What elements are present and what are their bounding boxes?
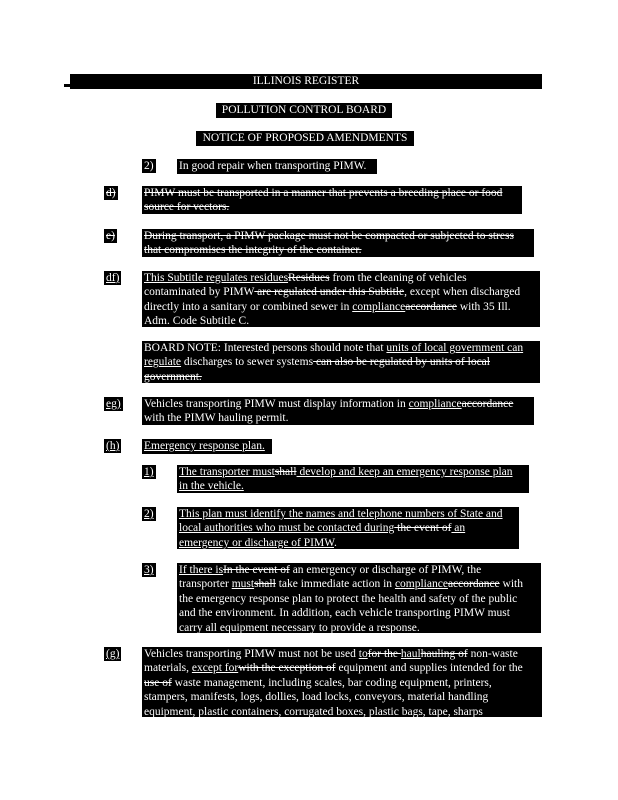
item-h2-l2a: local authorities who must be contacted during <box>179 522 395 535</box>
item-eg-l1c: accordance <box>461 398 514 410</box>
item-eg-line2: with the PIMW hauling permit. <box>144 412 289 425</box>
item-h2-label <box>142 507 156 521</box>
header-register-text: ILLINOIS REGISTER <box>252 75 360 87</box>
item-h3-l2d: take immediate action in <box>275 578 395 591</box>
item-df-label-text: df) <box>106 272 120 284</box>
item-g-paragraph <box>142 647 542 717</box>
item-2-content: In good repair when transporting PIMW. <box>179 160 367 172</box>
item-h1-l1a: The transporter <box>179 466 253 478</box>
item-g-l1c: for the <box>367 648 401 660</box>
item-eg-l1b: compliance <box>408 398 462 410</box>
item-d-label-text: d) <box>106 187 116 199</box>
board-note-line2 <box>144 355 538 369</box>
header-register <box>70 74 542 89</box>
item-g-line2 <box>144 661 540 675</box>
item-h3-label <box>142 563 156 577</box>
board-note-paragraph <box>142 341 540 383</box>
item-df-l2a: contaminated by PIMW <box>144 286 255 299</box>
item-g-l1f: non-waste <box>467 648 518 660</box>
item-h2-line2 <box>179 521 517 535</box>
item-g-line1 <box>144 647 540 661</box>
item-g-l2d: equipment and supplies intended for the <box>335 662 523 675</box>
item-h-text <box>142 439 272 454</box>
item-g-l1e: hauling of <box>420 648 468 660</box>
item-h2-l3b: of PIMW <box>291 536 335 549</box>
board-note-line3: government. <box>144 370 202 383</box>
item-eg-label <box>104 397 123 411</box>
item-df-line2 <box>144 285 538 299</box>
board-note-l2c: can also be regulated by units of local <box>313 356 490 369</box>
item-g-label-text: (g) <box>106 648 120 660</box>
item-df-l2c: , except when discharged <box>404 286 521 299</box>
item-df-l1c: from the cleaning of vehicles <box>329 272 467 284</box>
item-2-text <box>177 159 377 174</box>
item-df-l3a: directly into a sanitary or combined sewer in <box>144 300 353 313</box>
item-h3-l2e: compliance <box>394 578 448 591</box>
item-h1-l1b: must <box>252 466 275 478</box>
item-e-line2: that compromises the integrity of the container. <box>144 244 362 257</box>
item-g-l2c: with the exception of <box>238 662 336 675</box>
item-h3-line1 <box>179 563 539 577</box>
item-h1-line2: in the vehicle. <box>179 480 244 493</box>
item-g-label <box>104 647 121 661</box>
board-note-line1 <box>144 341 538 355</box>
item-g-l1a: Vehicles transporting PIMW must not be used <box>144 648 359 660</box>
item-h2-l3c: . <box>334 536 337 549</box>
item-df-l1a: This Subtitle regulates residues <box>144 272 289 284</box>
board-note-l1b: units of local government can <box>386 342 524 354</box>
item-e-label <box>104 229 117 243</box>
item-g-line3 <box>144 676 540 690</box>
item-h1-label-text: 1) <box>144 466 154 478</box>
item-d-label <box>104 186 118 200</box>
header-board <box>216 103 392 118</box>
item-df-l3d: with 35 Ill. <box>456 300 511 313</box>
item-eg-l1a: Vehicles transporting PIMW must display information in <box>144 398 409 410</box>
item-h2-line1: This plan must identify the names and telephone numbers of State and <box>179 508 503 520</box>
item-h3-l2g: with <box>499 578 523 591</box>
item-df-l3c: accordance <box>405 300 457 313</box>
item-eg-line1 <box>144 397 532 411</box>
item-df-line3 <box>144 300 538 314</box>
item-g-l2a: materials, <box>144 662 192 675</box>
item-h1-paragraph <box>177 465 529 493</box>
item-h2-label-text: 2) <box>144 508 154 520</box>
item-h-label <box>104 439 121 453</box>
item-eg-label-text: eg) <box>106 398 121 410</box>
item-h3-label-text: 3) <box>144 564 154 576</box>
item-h3-line3: the emergency response plan to protect the health and safety of the public <box>179 592 518 605</box>
item-2-label: 2) <box>144 160 154 172</box>
item-h3-l2b: must <box>231 578 255 591</box>
item-h2-l2c: an <box>451 522 466 535</box>
item-g-line5: equipment, plastic containers, corrugated boxes, plastic bags, tape, sharps <box>144 705 483 718</box>
item-h3-l1a: If there is <box>179 564 224 576</box>
item-df-line4: Adm. Code Subtitle C. <box>144 315 250 328</box>
item-df-paragraph <box>142 271 540 327</box>
item-e-label-text: e) <box>106 230 115 242</box>
item-g-l3b: waste management, including scales, bar coding equipment, printers, <box>171 676 492 689</box>
item-h3-l1b: In the event of <box>223 564 290 576</box>
item-h3-line2 <box>179 577 539 591</box>
item-e-line1: During transport, a PIMW package must not be compacted or subjected to stress <box>144 230 514 242</box>
item-g-l2b: except for <box>191 662 239 675</box>
item-h3-paragraph <box>177 563 541 633</box>
board-note-l2a: regulate <box>144 356 182 369</box>
item-h2-l2b: the event of <box>394 522 452 535</box>
item-df-line1 <box>144 271 538 285</box>
item-df-l1b: Residues <box>288 272 330 284</box>
item-df-label <box>104 271 121 285</box>
item-d-line2: source for vectors. <box>144 201 230 214</box>
item-d-line1: PIMW must be transported in a manner that prevents a breeding place or food <box>144 187 503 199</box>
item-df-l2b: are regulated under this Subtitle <box>254 286 405 299</box>
item-h1-l1c: shall <box>274 466 297 478</box>
item-e-paragraph <box>142 229 534 257</box>
item-h-content: Emergency response plan. <box>144 440 265 452</box>
item-h2-line3 <box>179 536 517 550</box>
item-h3-l2f: accordance <box>447 578 500 591</box>
item-h1-line1 <box>179 465 527 479</box>
item-h3-l1c: an emergency or discharge of PIMW, the <box>289 564 482 576</box>
item-h2-l3a: emergency or discharge <box>179 536 292 549</box>
item-g-line4: stampers, manifests, logs, dollies, load locks, conveyors, material handling <box>144 691 489 704</box>
item-h3-l2c: shall <box>254 578 276 591</box>
item-g-l1b: to <box>358 648 368 660</box>
header-board-text: POLLUTION CONTROL BOARD <box>221 104 387 116</box>
item-h3-line4: and the environment. In addition, each vehicle transporting PIMW must <box>179 607 510 620</box>
item-h1-l1d: develop and keep an emergency response plan <box>296 466 513 478</box>
item-eg-paragraph <box>142 397 534 425</box>
item-g-l3a: use of <box>144 676 172 689</box>
item-h3-l2a: transporter <box>179 578 232 591</box>
header-notice <box>196 131 414 146</box>
item-h3-line5: carry all equipment necessary to provide a response. <box>179 621 420 634</box>
item-d-paragraph <box>142 186 522 214</box>
item-g-l1d: haul <box>400 648 421 660</box>
header-notice-text: NOTICE OF PROPOSED AMENDMENTS <box>202 132 408 144</box>
board-note-l1a: BOARD NOTE: Interested persons should note that <box>144 342 387 354</box>
item-h2-paragraph <box>177 507 519 549</box>
board-note-l2b: discharges to sewer systems <box>181 356 314 369</box>
item-h1-label <box>142 465 156 479</box>
item-h-label-text: (h) <box>106 440 120 452</box>
item-df-l3b: compliance <box>352 300 406 313</box>
